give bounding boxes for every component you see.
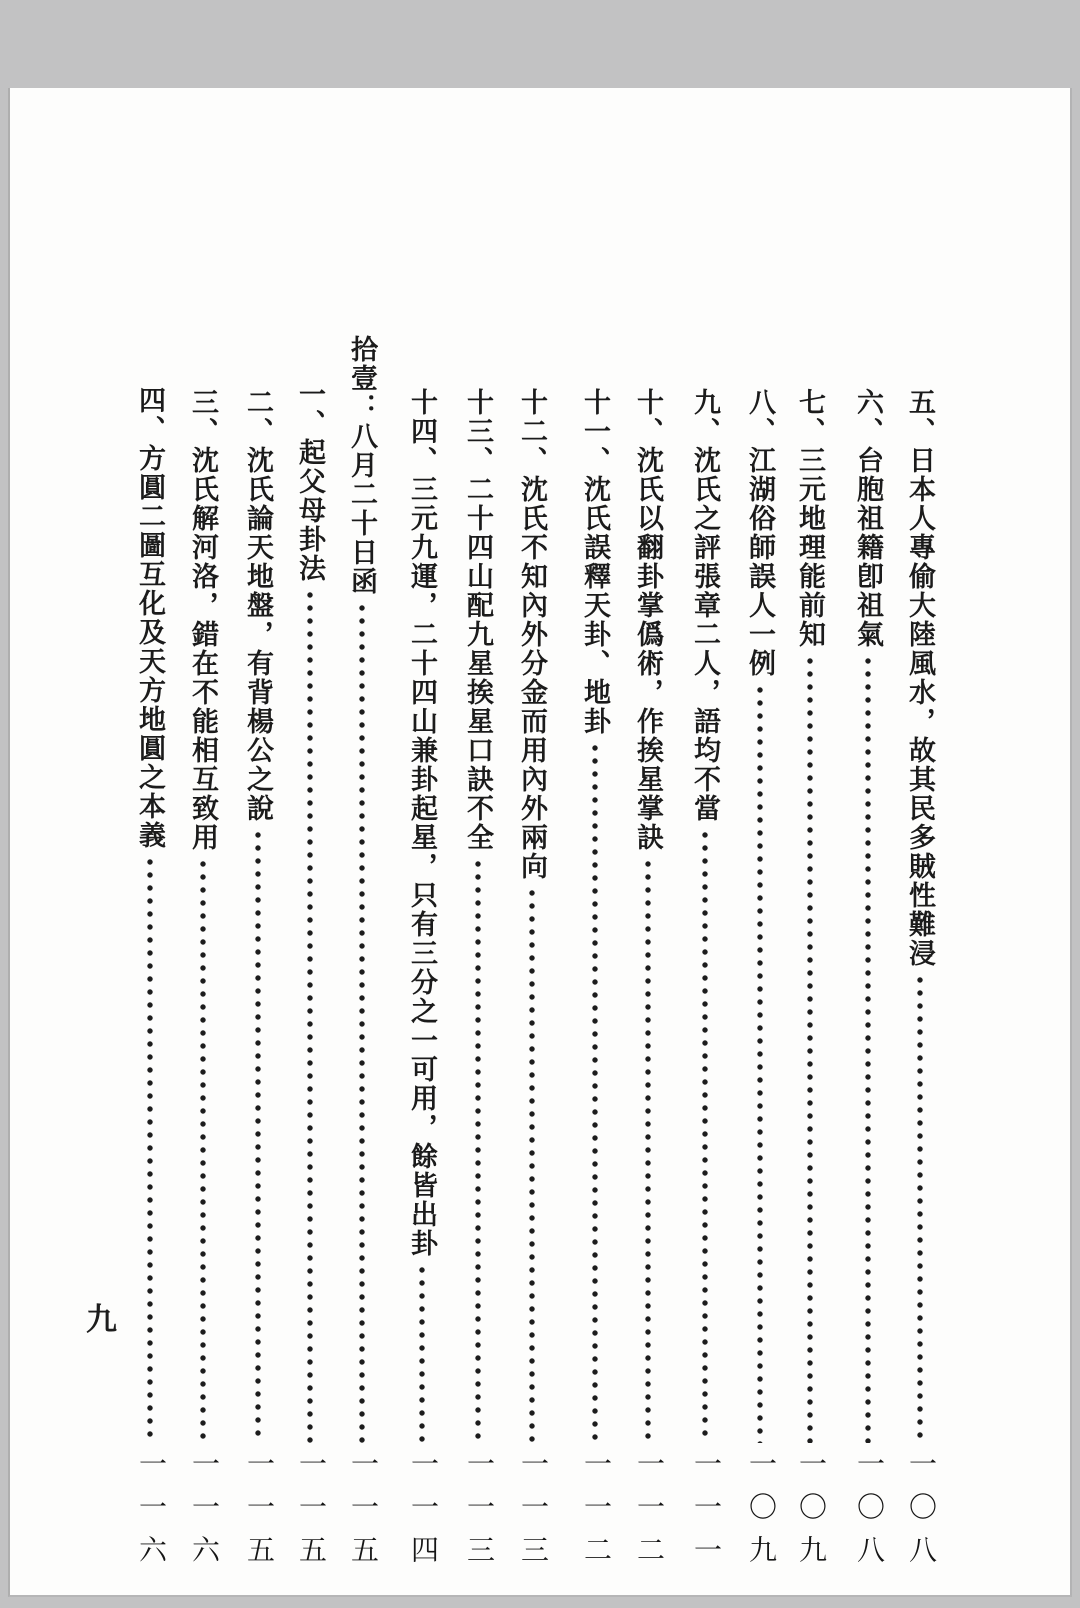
toc-entry-page: 一〇八	[853, 1449, 884, 1578]
toc-entry-page: 一一二	[580, 1449, 611, 1578]
toc-entry	[455, 388, 501, 1578]
toc-entry	[682, 388, 728, 1578]
toc-entry-title: 八、江湖俗師誤人一例	[745, 388, 775, 678]
dotted-leader	[645, 860, 651, 1443]
toc-entry	[127, 386, 173, 1578]
toc-entry-page: 一一四	[407, 1449, 438, 1578]
toc-entry-title: 十一、沈氏誤釋天卦、地卦	[580, 388, 610, 736]
toc-section-page: 一一五	[347, 1449, 378, 1578]
toc-entry-page: 一一三	[463, 1449, 494, 1578]
dotted-leader	[529, 889, 535, 1443]
toc-entry	[897, 388, 943, 1578]
toc-entry-title: 二、沈氏論天地盤，有背楊公之說	[243, 388, 273, 823]
toc-entry-page: 一〇八	[905, 1449, 936, 1578]
toc-entry-title: 七、三元地理能前知	[795, 388, 825, 649]
dotted-leader	[702, 831, 708, 1443]
toc-entry-title: 十、沈氏以翻卦掌僞術，作挨星掌訣	[633, 388, 663, 852]
toc-entry	[399, 388, 445, 1578]
toc-entry-page: 一一六	[135, 1449, 166, 1578]
dotted-leader	[807, 657, 813, 1443]
toc-entry-page: 一一五	[295, 1449, 326, 1578]
toc-entry	[625, 388, 671, 1578]
toc-entry-title: 十四、三元九運，二十四山兼卦起星，只有三分之一可用，餘皆出卦	[407, 388, 437, 1258]
dotted-leader	[917, 976, 923, 1443]
toc-entry	[180, 388, 226, 1578]
dotted-leader	[359, 604, 365, 1443]
toc-entry-page: 一一二	[633, 1449, 664, 1578]
toc-entry-page: 一一六	[188, 1449, 219, 1578]
page-folio-number: 九	[86, 1302, 117, 1337]
toc-entry-title: 六、台胞祖籍卽祖氣	[853, 388, 883, 649]
toc-entry-title: 四、方圓二圖互化及天方地圓之本義	[135, 386, 165, 850]
toc-entry	[235, 388, 281, 1578]
toc-entry	[509, 388, 555, 1578]
dotted-leader	[757, 686, 763, 1443]
toc-entry-title: 九、沈氏之評張章二人，語均不當	[690, 388, 720, 823]
toc-section-heading	[339, 335, 385, 1578]
dotted-leader	[255, 831, 261, 1443]
toc-entry	[737, 388, 783, 1578]
toc-entry-page: 一〇九	[745, 1449, 776, 1578]
dotted-leader	[475, 860, 481, 1443]
toc-entry-page: 一一一	[690, 1449, 721, 1578]
dotted-leader	[307, 591, 313, 1443]
toc-entry-title: 三、沈氏解河洛，錯在不能相互致用	[188, 388, 218, 852]
dotted-leader	[419, 1266, 425, 1443]
toc-entry	[572, 388, 618, 1578]
toc-entry-title: 一、起父母卦法	[295, 380, 325, 583]
dotted-leader	[865, 657, 871, 1443]
toc-entry	[287, 380, 333, 1578]
toc-entry-page: 一〇九	[795, 1449, 826, 1578]
toc-section-title: 拾壹：八月二十日函	[347, 335, 377, 596]
dotted-leader	[592, 744, 598, 1443]
dotted-leader	[147, 858, 153, 1443]
toc-entry-page: 一一三	[517, 1449, 548, 1578]
toc-entry-title: 十三、二十四山配九星挨星口訣不全	[463, 388, 493, 852]
toc-entry	[845, 388, 891, 1578]
toc-entry	[787, 388, 833, 1578]
toc-entry-title: 十二、沈氏不知內外分金而用內外兩向	[517, 388, 547, 881]
toc-entry-title: 五、日本人專偷大陸風水，故其民多賊性難浸	[905, 388, 935, 968]
dotted-leader	[200, 860, 206, 1443]
scanned-page	[8, 88, 1072, 1597]
toc-entry-page: 一一五	[243, 1449, 274, 1578]
